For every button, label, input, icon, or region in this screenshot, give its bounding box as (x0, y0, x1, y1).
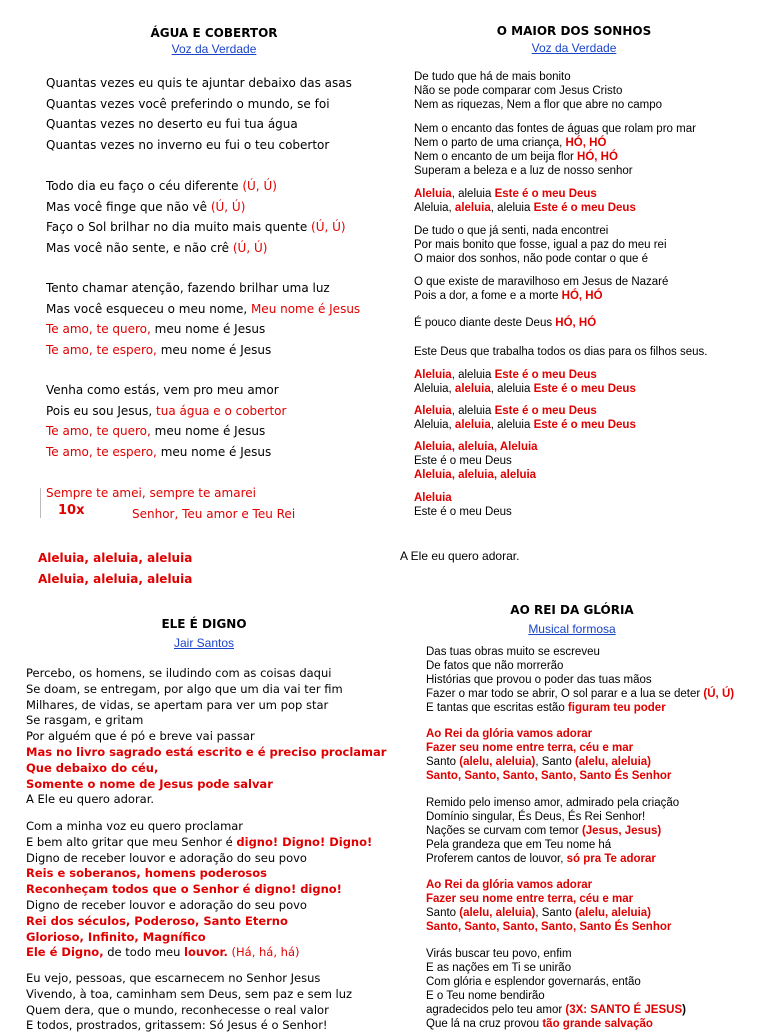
lyric-line: Este Deus que trabalha todos os dias para os filhos seus. (414, 346, 708, 358)
author-link[interactable]: Musical formosa (528, 622, 616, 636)
chorus-line: Senhor, Teu amor e Teu Rei (132, 507, 296, 521)
lyric-line: Mas você não sente, e não crê (Ú, Ú) (46, 240, 268, 255)
stanza (426, 947, 686, 1031)
lyric-line: Quantas vezes no inverno eu fui o teu cobertor (46, 137, 330, 152)
aleluia-block: Aleluia Este é o meu Deus (414, 492, 512, 518)
chorus: Ao Rei da glória vamos adorar Fazer seu nome entre terra, céu e mar Santo (alelu, aleluia), Santo (alelu, aleluia) Santo, Santo, Santo, Santo, Santo És Senhor (426, 728, 672, 782)
lyric-line: Somente o nome de Jesus pode salvar (26, 776, 273, 791)
lyric-line: E todos, prostrados, gritassem: Só Jesus é o Senhor! (26, 1018, 328, 1033)
aleluia-block: Aleluia, aleluia, aleluia Aleluia, aleluia, aleluia (38, 551, 193, 586)
stanza (426, 796, 679, 866)
lyric-line: Te amo, te quero, meu nome é Jesus (46, 424, 266, 438)
lyric-line: De fatos que não morrerão (426, 660, 564, 672)
lyric-line: Nem as riquezas, Nem a flor que abre no campo (414, 99, 663, 111)
aleluia-block: Aleluia, aleluia Este é o meu Deus Aleluia, aleluia, aleluia Este é o meu Deus (414, 188, 636, 214)
lyric-line: Proferem cantos de louvor, só pra Te adorar (426, 853, 656, 865)
lyric-line: Milhares, de vidas, se apertam para ver um pop star (26, 697, 329, 712)
stanza (414, 224, 667, 266)
lyric-line: Rei dos séculos, Poderoso, Santo Eterno (26, 913, 288, 928)
stanza (46, 278, 360, 360)
lyric-line: Se doam, se entregam, por algo que um dia vai ter fim (26, 681, 343, 696)
lyric-line: Quem dera, que o mundo, reconhecesse o real valor (26, 1002, 329, 1017)
chorus-line: Sempre te amei, sempre te amarei (46, 486, 256, 500)
song-title: ÁGUA E COBERTOR (150, 26, 278, 40)
lyric-line: E tantas que escritas estão figuram teu poder (426, 702, 666, 714)
lyric-line: Domínio singular, És Deus, És Rei Senhor! (426, 811, 646, 823)
lyric-line: Pela grandeza que em Teu nome há (426, 839, 612, 851)
stanza (426, 645, 734, 715)
lyric-line: Remido pelo imenso amor, admirado pela criação (426, 797, 680, 809)
lyric-line: O maior dos sonhos, não pode contar o que é (414, 253, 648, 265)
lyric-line: Por mais bonito que fosse, igual a paz do meu rei (414, 239, 667, 251)
stanza (26, 819, 372, 961)
aleluia-block: Aleluia, aleluia, Aleluia Este é o meu Deus Aleluia, aleluia, aleluia (414, 441, 538, 481)
lyric-line: Das tuas obras muito se escreveu (426, 646, 600, 658)
repeat-count: 10x (58, 503, 85, 518)
lyric-line: De tudo o que já senti, nada encontrei (414, 225, 609, 237)
lyric-line: E as nações em Ti se unirão (426, 962, 572, 974)
stanza (414, 122, 696, 178)
stanza (46, 380, 286, 462)
lyric-line: Te amo, te quero, meu nome é Jesus (46, 322, 266, 336)
song-title: O MAIOR DOS SONHOS (496, 24, 652, 38)
lyric-line: Quantas vezes no deserto eu fui tua água (46, 117, 298, 131)
lyric-line: Tento chamar atenção, fazendo brilhar uma luz (46, 281, 330, 295)
author-link[interactable]: Voz da Verdade (171, 42, 257, 56)
lyric-line: Fazer o mar todo se abrir, O sol parar e a lua se deter (Ú, Ú) (426, 688, 735, 700)
lyric-line: Nações se curvam com temor (Jesus, Jesus) (426, 825, 662, 837)
lyric-line: E bem alto gritar que meu Senhor é digno! Digno! Digno! (26, 834, 373, 849)
lyric-line: Nem o encanto das fontes de águas que rolam pro mar (414, 123, 696, 135)
lyric-line: Com a minha voz eu quero proclamar (26, 819, 244, 833)
lyric-line: Te amo, te espero, meu nome é Jesus (46, 342, 272, 357)
lyric-line: Mas no livro sagrado está escrito e é preciso proclamar (26, 744, 387, 759)
lyric-line: Digno de receber louvor e adoração do seu povo (26, 850, 307, 865)
lyric-line: Pois eu sou Jesus, tua água e o cobertor (46, 403, 287, 418)
song-title: AO REI DA GLÓRIA (510, 603, 634, 617)
lyric-line: Pois a dor, a fome e a morte HÓ, HÓ (414, 290, 603, 302)
lyric-line: Todo dia eu faço o céu diferente (Ú, Ú) (46, 179, 277, 193)
stanza (46, 73, 352, 155)
closing-line: A Ele eu quero adorar. (400, 549, 520, 563)
aleluia-block: Aleluia, aleluia Este é o meu Deus Aleluia, aleluia, aleluia Este é o meu Deus (414, 369, 636, 395)
stanza (414, 70, 662, 112)
lyric-line: Por alguém que é pó e breve vai passar (26, 729, 255, 744)
lyric-line: Se rasgam, e gritam (26, 713, 144, 728)
lyric-line: Ele é Digno, de todo meu louvor. (Há, há, há) (26, 945, 300, 960)
lyric-line: Nem o parto de uma criança, HÓ, HÓ (414, 137, 607, 149)
lyric-line: A Ele eu quero adorar. (26, 792, 155, 807)
stanza (414, 275, 668, 303)
stanza (46, 176, 346, 258)
lyric-line: Eu vejo, pessoas, que escarnecem no Senhor Jesus (26, 971, 321, 985)
author-link[interactable]: Jair Santos (173, 636, 235, 650)
lyric-line: Com glória e esplendor governarás, então (426, 976, 641, 988)
lyric-line: Faço o Sol brilhar no dia muito mais quente (Ú, Ú) (46, 220, 346, 234)
lyric-line: É pouco diante deste Deus HÓ, HÓ (414, 317, 597, 329)
lyric-line: Quantas vezes eu quis te ajuntar debaixo das asas (46, 76, 352, 90)
lyric-line: Que lá na cruz provou tão grande salvação (426, 1018, 653, 1030)
stanza (26, 666, 386, 808)
lyric-line: Que debaixo do céu, (26, 760, 159, 775)
lyric-line: Quantas vezes você preferindo o mundo, se foi (46, 96, 330, 111)
lyric-line: Nem o encanto de um beija flor HÓ, HÓ (414, 151, 618, 163)
lyric-line: Digno de receber louvor e adoração do seu povo (26, 897, 307, 912)
lyric-line: O que existe de maravilhoso em Jesus de Nazaré (414, 276, 669, 288)
stanza (26, 971, 352, 1034)
lyric-line: Não se pode comparar com Jesus Cristo (414, 85, 623, 97)
song-title: ELE É DIGNO (161, 617, 247, 631)
lyric-line: Te amo, te espero, meu nome é Jesus (46, 444, 272, 459)
lyric-line: Mas você finge que não vê (Ú, Ú) (46, 199, 246, 214)
lyric-line: Reis e soberanos, homens poderosos (26, 866, 267, 881)
lyric-line: Venha como estás, vem pro meu amor (46, 383, 279, 397)
lyric-line: Histórias que provou o poder das tuas mãos (426, 674, 652, 686)
lyric-line: Superam a beleza e a luz de nosso senhor (414, 165, 633, 177)
lyric-line: Mas você esqueceu o meu nome, Meu nome é Jesus (46, 301, 361, 316)
lyric-line: De tudo que há de mais bonito (414, 71, 571, 83)
lyric-line: Percebo, os homens, se iludindo com as coisas daqui (26, 666, 332, 680)
lyric-line: E o Teu nome bendirão (426, 990, 545, 1002)
lyric-line: Vivendo, à toa, caminham sem Deus, sem paz e sem luz (26, 986, 353, 1001)
bracket-mark (40, 488, 45, 518)
chorus: Ao Rei da glória vamos adorar Fazer seu nome entre terra, céu e mar Santo (alelu, aleluia), Santo (alelu, aleluia) Santo, Santo, Santo, Santo, Santo És Senhor (426, 879, 672, 933)
lyric-line: Reconheçam todos que o Senhor é digno! digno! (26, 882, 342, 897)
lyric-line: agradecidos pelo teu amor (3X: SANTO É JESUS) (426, 1004, 686, 1016)
author-link[interactable]: Voz da Verdade (531, 41, 617, 55)
aleluia-block: Aleluia, aleluia Este é o meu Deus Aleluia, aleluia, aleluia Este é o meu Deus (414, 405, 636, 431)
lyric-line: Glorioso, Infinito, Magnífico (26, 929, 206, 944)
lyric-line: Virás buscar teu povo, enfim (426, 948, 572, 960)
